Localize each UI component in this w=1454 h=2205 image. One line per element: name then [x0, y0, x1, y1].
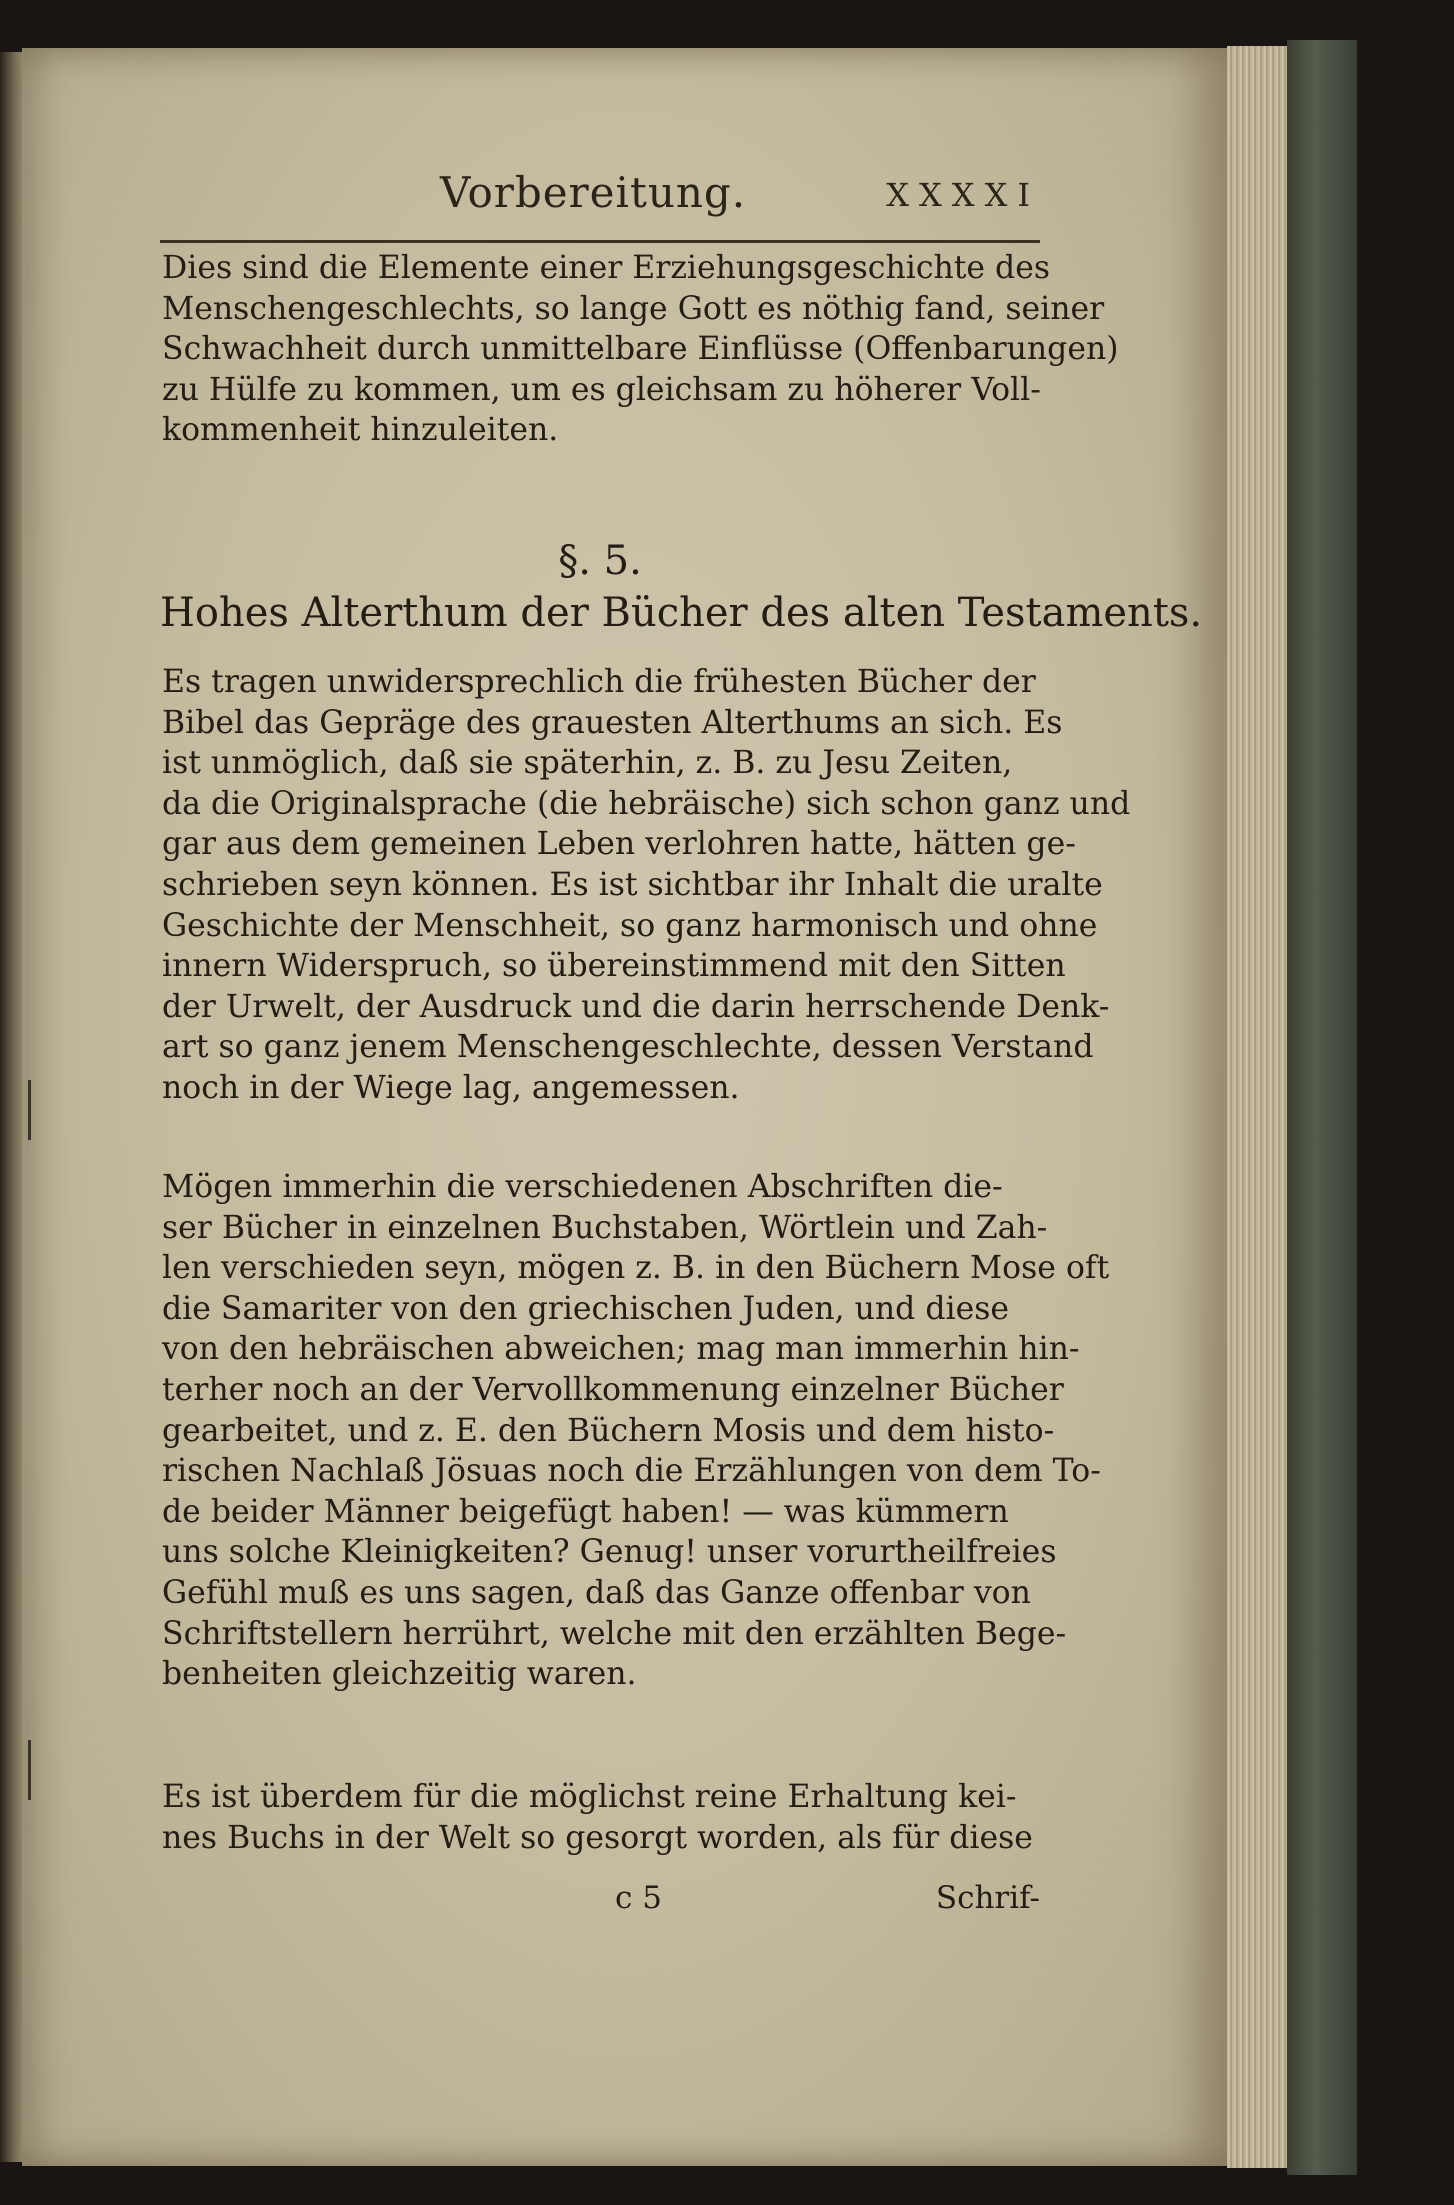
paragraph-1 [162, 248, 1119, 451]
text-line: rischen Nachlaß Jösuas noch die Erzählungen von dem To- [162, 1453, 1101, 1490]
text-line: Es ist überdem für die möglichst reine Erhaltung kei- [162, 1779, 1017, 1815]
left-page-edge [0, 52, 22, 2162]
paragraph-4 [162, 1777, 1040, 1858]
paragraph-2 [162, 662, 1131, 1109]
text-line: ist unmöglich, daß sie späterhin, z. B. zu Jesu Zeiten, [162, 745, 1013, 782]
catchword: Schrif- [935, 1880, 1040, 1916]
header-rule [160, 240, 1040, 243]
text-line: benheiten gleichzeitig waren. [162, 1656, 637, 1693]
text-line: terher noch an der Vervollkommenung einzelner Bücher [162, 1371, 1064, 1408]
text-line: Es tragen unwidersprechlich die frühesten Bücher der [162, 664, 1036, 700]
section-title: Hohes Alterthum der Bücher des alten Testaments. [160, 590, 1203, 636]
text-line: kommenheit hinzuleiten. [162, 412, 559, 449]
text-line: Menschengeschlechts, so lange Gott es nöthig fand, seiner [162, 290, 1105, 327]
text-line: Schwachheit durch unmittelbare Einflüsse (Offenbarungen) [162, 331, 1119, 368]
text-line: von den hebräischen abweichen; mag man immerhin hin- [162, 1331, 1080, 1368]
text-line: der Urwelt, der Ausdruck und die darin herrschende Denk- [162, 988, 1110, 1025]
text-line: Schriftstellern herrührt, welche mit den erzählten Bege- [162, 1615, 1067, 1652]
text-line: Bibel das Gepräge des grauesten Alterthums an sich. Es [162, 704, 1063, 741]
text-line: noch in der Wiege lag, angemessen. [162, 1069, 740, 1106]
text-line: schrieben seyn können. Es ist sichtbar ihr Inhalt die uralte [162, 866, 1103, 903]
page-number: XXXXI [886, 176, 1040, 214]
text-line: de beider Männer beigefügt haben! — was kümmern [162, 1493, 1009, 1530]
text-line: Mögen immerhin die verschiedenen Abschriften die- [162, 1169, 1003, 1205]
text-line: innern Widerspruch, so übereinstimmend mit den Sitten [162, 948, 1066, 985]
signature-mark: c 5 [615, 1880, 662, 1916]
page-footer [160, 1880, 1040, 1924]
margin-mark [28, 1080, 31, 1140]
text-line: Geschichte der Menschheit, so ganz harmonisch und ohne [162, 907, 1098, 944]
text-line: gar aus dem gemeinen Leben verlohren hatte, hätten ge- [162, 826, 1076, 863]
margin-mark [28, 1740, 31, 1800]
running-head: Vorbereitung. [440, 168, 747, 217]
text-line: len verschieden seyn, mögen z. B. in den Büchern Mose oft [162, 1250, 1110, 1287]
text-line: da die Originalsprache (die hebräische) sich schon ganz und [162, 785, 1131, 822]
book-cover-edge [1287, 40, 1357, 2175]
text-line: Dies sind die Elemente einer Erziehungsgeschichte des [162, 250, 1051, 286]
text-line: ser Bücher in einzelnen Buchstaben, Wörtlein und Zah- [162, 1209, 1048, 1246]
page-header [160, 168, 1040, 228]
text-line: die Samariter von den griechischen Juden, und diese [162, 1290, 1010, 1327]
paragraph-3 [162, 1167, 1110, 1695]
section-number: §. 5. [558, 538, 642, 584]
page-stack-edge [1227, 46, 1287, 2168]
text-line: nes Buchs in der Welt so gesorgt worden, als für diese [162, 1819, 1033, 1856]
text-line: art so ganz jenem Menschengeschlechte, dessen Verstand [162, 1029, 1094, 1066]
text-line: zu Hülfe zu kommen, um es gleichsam zu höherer Voll- [162, 371, 1041, 408]
text-line: Gefühl muß es uns sagen, daß das Ganze offenbar von [162, 1574, 1031, 1611]
text-line: gearbeitet, und z. E. den Büchern Mosis und dem histo- [162, 1412, 1055, 1449]
text-line: uns solche Kleinigkeiten? Genug! unser vorurtheilfreies [162, 1534, 1057, 1571]
